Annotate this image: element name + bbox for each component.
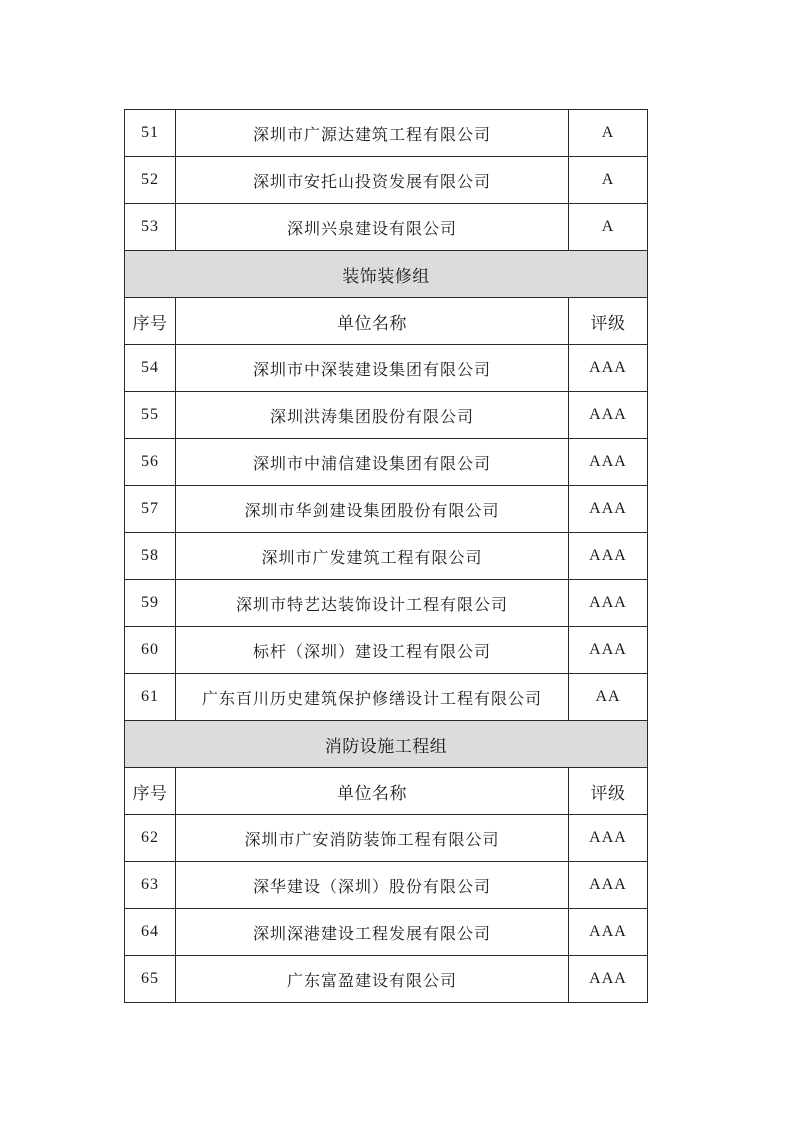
company-name: 深圳市华剑建设集团股份有限公司	[176, 486, 569, 533]
company-name: 深圳洪涛集团股份有限公司	[176, 392, 569, 439]
column-header-row	[125, 768, 648, 815]
group-heading-row	[125, 721, 648, 768]
table-row	[125, 862, 648, 909]
company-name: 深圳市广安消防装饰工程有限公司	[176, 815, 569, 862]
rating-value: AAA	[569, 533, 648, 580]
table-row	[125, 580, 648, 627]
company-name: 深圳市广发建筑工程有限公司	[176, 533, 569, 580]
company-name: 深圳市安托山投资发展有限公司	[176, 157, 569, 204]
rating-value: AAA	[569, 392, 648, 439]
table-row	[125, 674, 648, 721]
row-number: 54	[125, 345, 176, 392]
rating-value: AAA	[569, 580, 648, 627]
column-header-row	[125, 298, 648, 345]
row-number: 59	[125, 580, 176, 627]
rating-value: A	[569, 157, 648, 204]
table-row	[125, 956, 648, 1003]
row-number: 52	[125, 157, 176, 204]
table-row	[125, 439, 648, 486]
column-header-name: 单位名称	[176, 768, 569, 815]
table-row	[125, 627, 648, 674]
row-number: 53	[125, 204, 176, 251]
rating-value: AAA	[569, 909, 648, 956]
company-name: 深圳市特艺达装饰设计工程有限公司	[176, 580, 569, 627]
table-row	[125, 345, 648, 392]
rating-table	[124, 109, 648, 1003]
rating-value: AAA	[569, 345, 648, 392]
table-row	[125, 815, 648, 862]
column-header-no: 序号	[125, 768, 176, 815]
company-name: 深圳市中深装建设集团有限公司	[176, 345, 569, 392]
company-name: 深华建设（深圳）股份有限公司	[176, 862, 569, 909]
company-name: 深圳兴泉建设有限公司	[176, 204, 569, 251]
row-number: 51	[125, 110, 176, 157]
rating-value: AAA	[569, 862, 648, 909]
rating-value: AAA	[569, 486, 648, 533]
company-name: 深圳市广源达建筑工程有限公司	[176, 110, 569, 157]
table-row	[125, 157, 648, 204]
column-header-no: 序号	[125, 298, 176, 345]
column-header-name: 单位名称	[176, 298, 569, 345]
table-row	[125, 909, 648, 956]
company-name: 深圳市中浦信建设集团有限公司	[176, 439, 569, 486]
table-row	[125, 533, 648, 580]
rating-value: AAA	[569, 439, 648, 486]
table-row	[125, 204, 648, 251]
company-name: 广东富盈建设有限公司	[176, 956, 569, 1003]
row-number: 60	[125, 627, 176, 674]
column-header-rating: 评级	[569, 768, 648, 815]
company-name: 标杆（深圳）建设工程有限公司	[176, 627, 569, 674]
column-header-rating: 评级	[569, 298, 648, 345]
group-title: 装饰装修组	[125, 251, 648, 298]
row-number: 63	[125, 862, 176, 909]
rating-value: A	[569, 110, 648, 157]
rating-value: AA	[569, 674, 648, 721]
row-number: 65	[125, 956, 176, 1003]
rating-value: AAA	[569, 956, 648, 1003]
company-name: 广东百川历史建筑保护修缮设计工程有限公司	[176, 674, 569, 721]
row-number: 55	[125, 392, 176, 439]
row-number: 61	[125, 674, 176, 721]
table-row	[125, 110, 648, 157]
row-number: 56	[125, 439, 176, 486]
rating-value: AAA	[569, 627, 648, 674]
company-name: 深圳深港建设工程发展有限公司	[176, 909, 569, 956]
table-row	[125, 486, 648, 533]
group-heading-row	[125, 251, 648, 298]
row-number: 58	[125, 533, 176, 580]
table-row	[125, 392, 648, 439]
group-title: 消防设施工程组	[125, 721, 648, 768]
rating-value: A	[569, 204, 648, 251]
row-number: 62	[125, 815, 176, 862]
rating-value: AAA	[569, 815, 648, 862]
row-number: 57	[125, 486, 176, 533]
row-number: 64	[125, 909, 176, 956]
